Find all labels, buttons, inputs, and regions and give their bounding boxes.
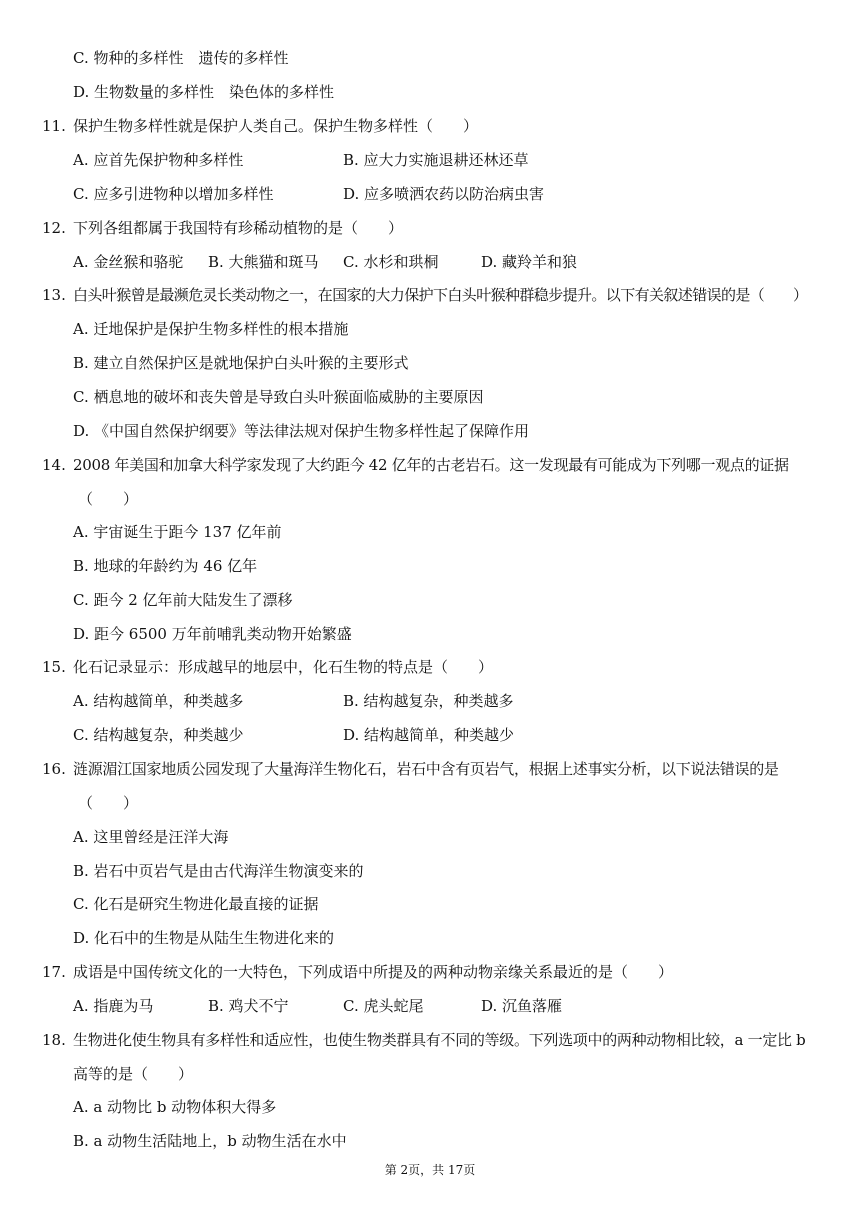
q11-option-a: A. 应首先保护物种多样性 — [73, 151, 244, 169]
q17-option-b: B. 鸡犬不宁 — [208, 997, 289, 1015]
q15-option-c: C. 结构越复杂，种类越少 — [73, 726, 244, 744]
question-number: 17. — [42, 963, 66, 981]
q17-option-d: D. 沉鱼落雁 — [481, 997, 563, 1015]
question-stem: 生物进化使生物具有多样性和适应性，也使生物类群具有不同的等级。下列选项中的两种动物相比较，a 一定比 b — [73, 1031, 806, 1049]
q11-option-b: B. 应大力实施退耕还林还草 — [343, 151, 529, 169]
q13-option-d: D. 《中国自然保护纲要》等法律法规对保护生物多样性起了保障作用 — [73, 422, 530, 440]
question-number: 11. — [42, 117, 66, 135]
question-stem: 2008 年美国和加拿大科学家发现了大约距今 42 亿年的古老岩石。这一发现最有可能成为下列哪一观点的证据 — [73, 456, 789, 474]
q14-option-b: B. 地球的年龄约为 46 亿年 — [73, 557, 258, 575]
q17-option-a: A. 指鹿为马 — [73, 997, 154, 1015]
q13-option-c: C. 栖息地的破坏和丧失曾是导致白头叶猴面临威胁的主要原因 — [73, 388, 484, 406]
q10-option-c: C. 物种的多样性 遗传的多样性 — [73, 49, 289, 67]
q16-option-b: B. 岩石中页岩气是由古代海洋生物演变来的 — [73, 862, 364, 880]
q16-option-c: C. 化石是研究生物进化最直接的证据 — [73, 895, 319, 913]
q17-option-c: C. 虎头蛇尾 — [343, 997, 424, 1015]
q14-option-c: C. 距今 2 亿年前大陆发生了漂移 — [73, 591, 293, 609]
q18-option-a: A. a 动物比 b 动物体积大得多 — [73, 1098, 277, 1116]
q14-option-d: D. 距今 6500 万年前哺乳类动物开始繁盛 — [73, 625, 352, 643]
question-number: 16. — [42, 760, 66, 778]
q15-option-b: B. 结构越复杂，种类越多 — [343, 692, 514, 710]
q18-option-b: B. a 动物生活陆地上，b 动物生活在水中 — [73, 1132, 347, 1150]
question-stem: 白头叶猴曾是最濒危灵长类动物之一，在国家的大力保护下白头叶猴种群稳步提升。以下有关叙述错误的是（ ） — [73, 286, 808, 304]
question-number: 15. — [42, 658, 66, 676]
q10-option-d: D. 生物数量的多样性 染色体的多样性 — [73, 83, 335, 101]
question-stem: 下列各组都属于我国特有珍稀动植物的是（ ） — [73, 219, 404, 237]
question-stem-continuation: （ ） — [78, 794, 139, 812]
question-number: 14. — [42, 456, 66, 474]
question-number: 18. — [42, 1031, 66, 1049]
q15-option-a: A. 结构越简单，种类越多 — [73, 692, 244, 710]
q11-option-c: C. 应多引进物种以增加多样性 — [73, 185, 274, 203]
question-stem: 涟源湄江国家地质公园发现了大量海洋生物化石，岩石中含有页岩气，根据上述事实分析，以下说法错误的是 — [73, 760, 779, 778]
question-stem: 成语是中国传统文化的一大特色，下列成语中所提及的两种动物亲缘关系最近的是（ ） — [73, 963, 674, 981]
q16-option-d: D. 化石中的生物是从陆生生物进化来的 — [73, 929, 335, 947]
q16-option-a: A. 这里曾经是汪洋大海 — [73, 828, 229, 846]
q12-option-d: D. 藏羚羊和狼 — [481, 253, 578, 271]
q13-option-a: A. 迁地保护是保护生物多样性的根本措施 — [73, 320, 349, 338]
q14-option-a: A. 宇宙诞生于距今 137 亿年前 — [73, 523, 282, 541]
q12-option-a: A. 金丝猴和骆驼 — [73, 253, 184, 271]
question-stem: 化石记录显示：形成越早的地层中，化石生物的特点是（ ） — [73, 658, 494, 676]
q12-option-c: C. 水杉和珙桐 — [343, 253, 439, 271]
q15-option-d: D. 结构越简单，种类越少 — [343, 726, 515, 744]
page-footer: 第 2页，共 17页 — [384, 1163, 476, 1177]
question-number: 13. — [42, 286, 66, 304]
question-stem-continuation: （ ） — [78, 490, 139, 508]
q13-option-b: B. 建立自然保护区是就地保护白头叶猴的主要形式 — [73, 354, 409, 372]
question-number: 12. — [42, 219, 66, 237]
q12-option-b: B. 大熊猫和斑马 — [208, 253, 319, 271]
q11-option-d: D. 应多喷洒农药以防治病虫害 — [343, 185, 545, 203]
question-stem-continuation: 高等的是（ ） — [73, 1065, 194, 1083]
question-stem: 保护生物多样性就是保护人类自己。保护生物多样性（ ） — [73, 117, 479, 135]
